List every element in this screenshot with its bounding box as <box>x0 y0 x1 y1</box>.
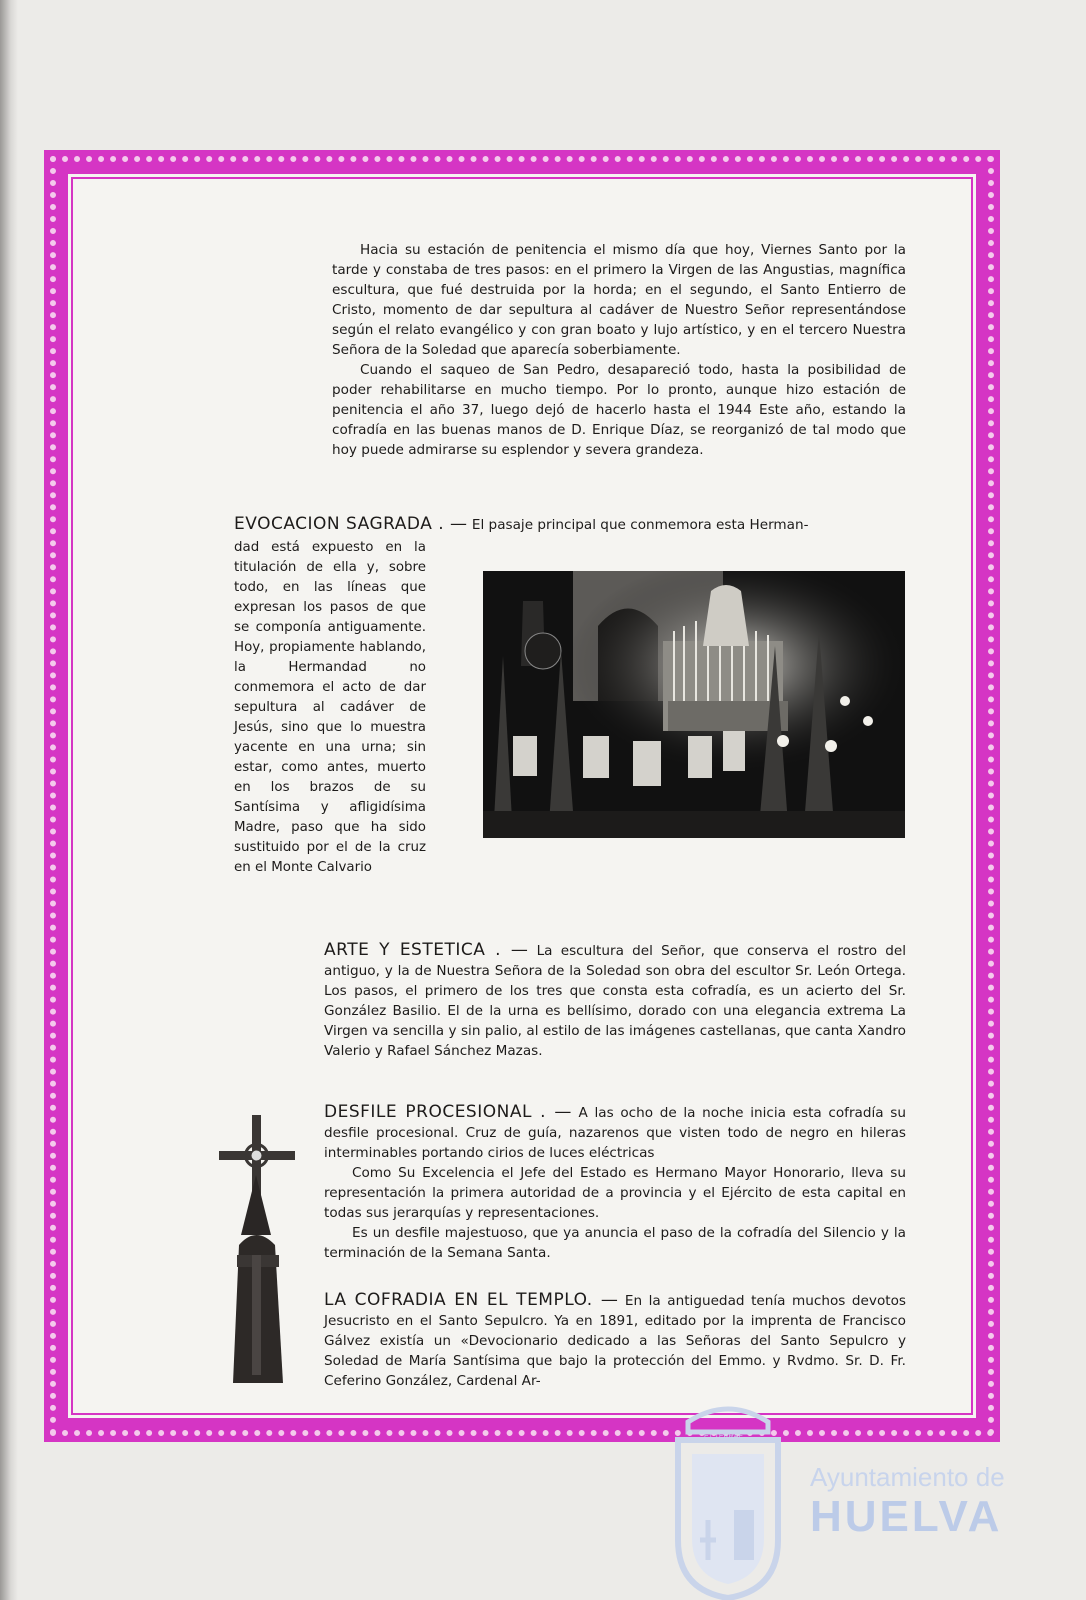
evocacion-first-line: El pasaje principal que conmemora esta Herman- <box>471 517 809 533</box>
evocacion-body: dad está expuesto en la titulación de ella y, sobre todo, en las líneas que expresan los pasos de que se componía antiguamente. Hoy, propiamente hablando, la Hermandad no conmemora el acto de dar sepultura al cadáver de Jesús, sino que lo muestra yacente en una urna; sin estar, como antes, muerto en los brazos de su Santísima y afligidísima Madre, paso que ha sido sustituido por el de la cruz en el Monte Calvario <box>234 540 426 875</box>
intro-paragraph-1: Hacia su estación de penitencia el mismo día que hoy, Viernes Santo por la tarde y constaba de tres pasos: en el primero la Virgen de las Angustias, magnífica escultura, que fué destruida por la horda; en el segundo, el Santo Entierro de Cristo, momento de dar sepultura al cadáver de Nuestro Señor representándose según el relato evangélico y con gran boato y lujo artístico, y en el tercero Nuestra Señora de la Soledad que aparecía soberbiamente. <box>332 242 906 358</box>
templo-section <box>324 1290 906 1391</box>
desfile-heading: DESFILE PROCESIONAL . — <box>324 1102 572 1122</box>
procession-photo-drawing <box>483 571 905 838</box>
watermark-line-2: HUELVA <box>810 1492 1003 1541</box>
desfile-paragraph-2: Como Su Excelencia el Jefe del Estado es Hermano Mayor Honorario, lleva su representación la primera autoridad de a provincia y el Ejército de esta capital en todas sus jerarquías y representaciones. <box>324 1165 906 1221</box>
desfile-section <box>324 1102 906 1263</box>
ayuntamiento-huelva-watermark <box>668 1400 1005 1600</box>
seal-top-text: ET TERRAE <box>704 1433 744 1440</box>
arte-section <box>324 940 906 1061</box>
templo-heading: LA COFRADIA EN EL TEMPLO. — <box>324 1290 619 1310</box>
arte-heading: ARTE Y ESTETICA . — <box>324 940 529 960</box>
evocacion-heading: EVOCACION SAGRADA . — <box>234 514 468 534</box>
intro-text <box>332 240 906 460</box>
arte-body: La escultura del Señor, que conserva el rostro del antiguo, y la de Nuestra Señora de la Soledad son obra del escultor Sr. León Ortega. Los pasos, el primero de los tres que consta esta cofradía, es un acierto del Sr. González Basilio. El de la urna es bellísimo, dorado con una elegancia extrema La Virgen va sencilla y sin palio, al estilo de las imágenes castellanas, que canta Xandro Valerio y Rafael Sánchez Mazas. <box>324 943 906 1059</box>
seal-left-text: PORTUS MARIS <box>674 1460 683 1521</box>
intro-paragraph-2: Cuando el saqueo de San Pedro, desapareció todo, hasta la posibilidad de poder rehabilitarse en mucho tiempo. Por lo pronto, aunque hizo estación de penitencia el año 37, luego dejó de hacerlo hasta el 1944 Este año, estando la cofradía en las buenas manos de D. Enrique Díaz, se reorganizó de tal modo que hoy puede admirarse su esplendor y severa grandeza. <box>332 362 906 458</box>
watermark-line-1: Ayuntamiento de <box>810 1462 1005 1492</box>
procession-photo <box>483 571 905 838</box>
nazareno-cross-illustration <box>219 1115 295 1383</box>
desfile-paragraph-3: Es un desfile majestuoso, que ya anuncia el paso de la cofradía del Silencio y la terminación de la Semana Santa. <box>324 1225 906 1261</box>
evocacion-heading-line <box>234 514 906 535</box>
page-edge-shadow <box>0 0 18 1600</box>
templo-body: En la antiguedad tenía muchos devotos Jesucristo en el Santo Sepulcro. Ya en 1891, editado por la imprenta de Francisco Gálvez existía un «Devocionario dedicado a las Señoras del Santo Sepulcro y Soledad de María Santísima que bajo la protección del Emmo. y Rvdmo. Sr. D. Fr. Ceferino González, Cardenal Ar- <box>324 1293 906 1389</box>
desfile-paragraph-1: A las ocho de la noche inicia esta cofradía su desfile procesional. Cruz de guía, nazarenos que visten todo de negro en hileras interminables portando cirios de luces eléctricas <box>324 1105 906 1161</box>
seal-right-text: CUSTODIA <box>773 1462 782 1504</box>
